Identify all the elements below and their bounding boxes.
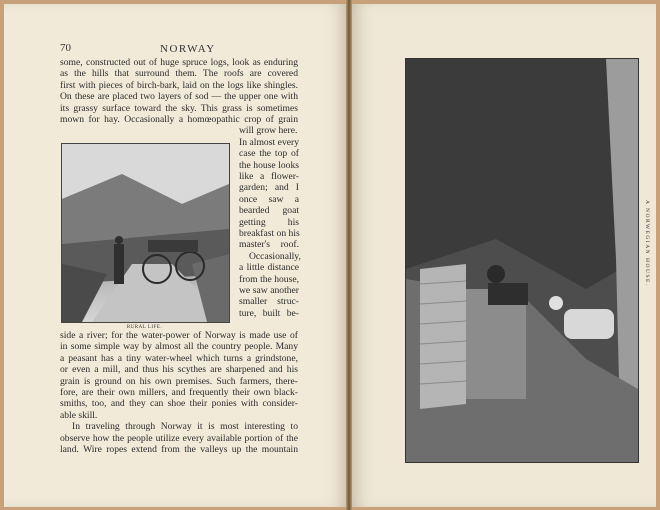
text-line: we saw another [239, 285, 299, 296]
text-line: once saw a [239, 193, 299, 205]
text-line: case the top of [239, 148, 299, 160]
rural-life-picture [62, 144, 229, 322]
text-line: fore, are their own millers, and frequently their own black- [60, 387, 298, 398]
text-line: grain is ground on his own premises. Such farmers, there- [60, 375, 298, 387]
text-line: In traveling through Norway it is most interesting to [72, 421, 298, 433]
text-line: observe how the people utilize every available portion of the [60, 432, 298, 444]
text-line: breakfast on his [239, 228, 300, 239]
text-line: bearded goat [239, 205, 299, 217]
text-line: a little distance [239, 262, 299, 274]
text-line: Occasionally, [249, 250, 301, 262]
text-line: land. Wire ropes extend from the valleys up the mountain [60, 444, 298, 455]
text-line: On these are placed two layers of sod — the upper one with [60, 91, 298, 103]
text-line: a peasant has a tiny water-wheel which turns a grindstone, [60, 352, 298, 364]
text-line: first with pieces of birch-bark, laid on the logs like shingles. [60, 79, 298, 91]
book-gutter [346, 0, 352, 510]
text-line: smaller struc- [239, 296, 299, 308]
text-line: ture, built be- [239, 307, 299, 319]
text-line: as the hills that surround them. The roofs are covered [60, 68, 298, 80]
text-line: garden; and I [239, 182, 299, 194]
text-line: the house looks [239, 159, 299, 171]
text-line: in some simple way by almost all the country people. Many [60, 341, 298, 353]
text-line: master's roof. [239, 239, 299, 251]
text-line: will grow here. [239, 125, 298, 137]
text-line: able skill. [60, 409, 98, 421]
rural-life-illustration [61, 143, 230, 323]
text-line: its grassy surface toward the sky. This grass is sometimes [60, 102, 298, 114]
text-line: like a flower- [239, 171, 299, 182]
text-line: side a river; for the water-power of Norway is made use of [60, 330, 298, 341]
text-line: mown for hay. Occasionally a homœopathic crop of grain [60, 114, 298, 125]
norwegian-house-illustration [405, 58, 639, 463]
text-line: or even a mill, and thus his scythes are sharpened and his [60, 364, 298, 376]
text-line: from the house, [239, 273, 299, 285]
norwegian-house-caption: A NORWEGIAN HOUSE. [644, 200, 650, 287]
running-head: NORWAY [160, 43, 216, 55]
norwegian-house-picture [406, 59, 638, 462]
text-line: In almost every [239, 136, 299, 148]
text-line: getting his [239, 216, 299, 228]
page-number: 70 [60, 42, 71, 54]
text-line: smiths, too, and they can shoe their ponies with consider- [60, 398, 298, 410]
text-line: some, constructed out of huge spruce logs, look as enduring [60, 57, 298, 68]
rural-life-caption: RURAL LIFE. [126, 325, 163, 330]
